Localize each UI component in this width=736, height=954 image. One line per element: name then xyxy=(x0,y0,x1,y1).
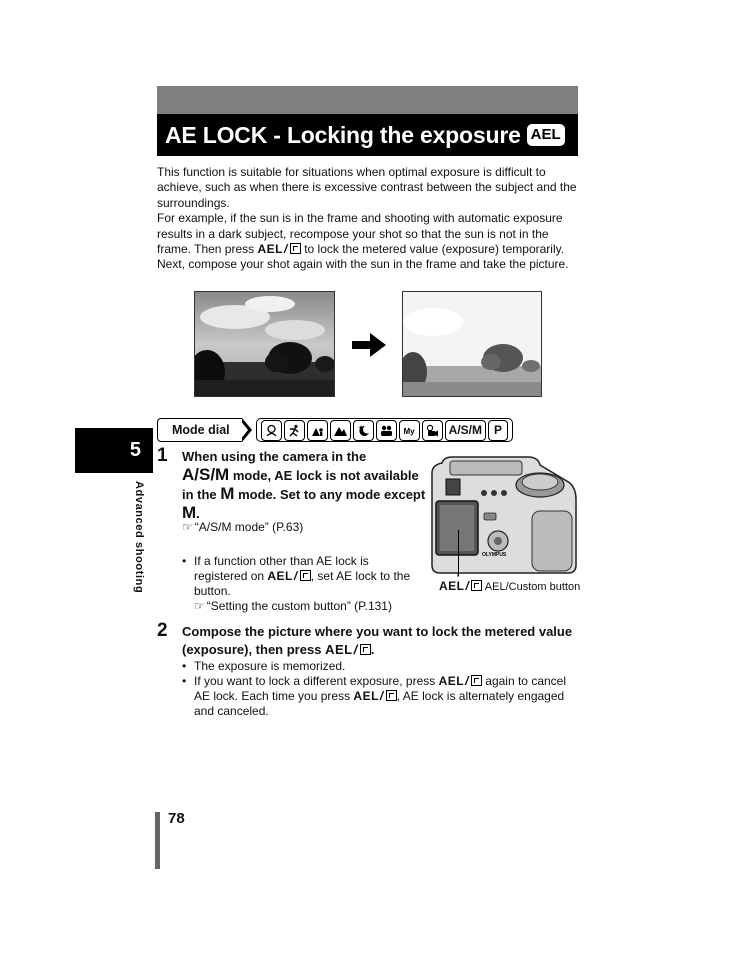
custom-button-icon xyxy=(471,675,482,686)
camera-caption: AEL/ AEL/Custom button xyxy=(439,579,581,593)
mode-asm: A/S/M xyxy=(445,420,486,441)
mode-asm-symbol: A/S/M xyxy=(182,465,230,484)
svg-text:OLYMPUS: OLYMPUS xyxy=(482,552,507,558)
custom-button-icon xyxy=(471,580,482,591)
intro-paragraph-1: This function is suitable for situations when optimal exposure is difficult to achieve, such as when there is excessive contrast between the subject and the surroundings. xyxy=(157,165,577,210)
mode-dial-row xyxy=(157,417,513,443)
step-2-bullets xyxy=(182,659,580,719)
ael-button-icon: AEL/ xyxy=(353,689,396,703)
page-title: AE LOCK - Locking the exposure xyxy=(165,121,521,148)
landscape-portrait-icon xyxy=(307,420,328,441)
reference-asm-mode: ☞ “A/S/M mode” (P.63) xyxy=(182,520,304,534)
self-portrait-icon xyxy=(376,420,397,441)
caption-leader-line xyxy=(458,530,459,576)
svg-text:My: My xyxy=(403,426,415,436)
intro-text xyxy=(157,165,581,273)
custom-button-icon xyxy=(290,243,301,254)
chapter-tab xyxy=(75,428,153,473)
camera-illustration xyxy=(428,455,578,582)
chapter-number: 5 xyxy=(129,439,141,461)
landscape-icon xyxy=(330,420,351,441)
custom-button-icon xyxy=(360,644,371,655)
night-scene-icon xyxy=(353,420,374,441)
reference-hand-icon: ☞ xyxy=(182,520,193,534)
intro-paragraph-2: For example, if the sun is in the frame and shooting with automatic exposure results in a dark subject, recompose your shot so that the sun is not in the frame. Then press AEL/ to lock the metered value (exposure) temporarily. Next, compose your shot again with the sun in the frame and take the picture. xyxy=(157,211,569,272)
page-number-bar xyxy=(155,812,160,869)
title-band xyxy=(157,86,578,114)
list-item: • If you want to lock a different exposure, press AEL/ again to cancel AE lock. Each time you press AEL/ , AE lock is alternately engaged and canceled. xyxy=(182,674,580,719)
list-item: • The exposure is memorized. xyxy=(182,659,580,674)
mode-dial-label: Mode dial xyxy=(157,418,242,442)
step-1-text: When using the camera in the A/S/M mode, AE lock is not available in the M mode. Set to any mode except M. xyxy=(182,449,426,522)
mode-icons-group xyxy=(256,418,513,442)
step-1-number: 1 xyxy=(157,445,168,466)
step-2-text: Compose the picture where you want to lock the metered value (exposure), then press AEL/ . xyxy=(182,624,573,657)
reference-custom-button: ☞ “Setting the custom button” (P.131) xyxy=(194,599,392,613)
photo-dark-subject xyxy=(194,291,335,397)
ael-badge: AEL xyxy=(527,124,565,146)
mode-dial-pointer xyxy=(242,418,252,442)
portrait-icon xyxy=(261,420,282,441)
arrow-right-icon xyxy=(352,333,386,362)
ael-button-icon: AEL/ xyxy=(439,579,482,593)
page-number: 78 xyxy=(168,810,185,827)
step-2-number: 2 xyxy=(157,620,168,641)
movie-icon xyxy=(422,420,443,441)
custom-button-icon xyxy=(300,570,311,581)
photo-bright-scene xyxy=(402,291,542,397)
ael-button-icon: AEL/ xyxy=(258,242,301,256)
mode-m-symbol-2: M xyxy=(182,503,197,522)
chapter-label: Advanced shooting xyxy=(133,481,145,594)
ael-button-icon: AEL/ xyxy=(439,674,482,688)
ael-button-icon: AEL/ xyxy=(267,569,310,583)
sports-icon xyxy=(284,420,305,441)
step-1-bullets xyxy=(182,554,424,599)
page-title-bar xyxy=(157,114,578,156)
my-mode-icon xyxy=(399,420,420,441)
list-item: • If a function other than AE lock is registered on AEL/ , set AE lock to the button. xyxy=(182,554,424,599)
custom-button-icon xyxy=(386,690,397,701)
reference-hand-icon: ☞ xyxy=(194,599,205,613)
ael-button-icon: AEL/ xyxy=(325,642,371,657)
mode-p: P xyxy=(488,420,508,441)
mode-m-symbol: M xyxy=(220,484,235,503)
